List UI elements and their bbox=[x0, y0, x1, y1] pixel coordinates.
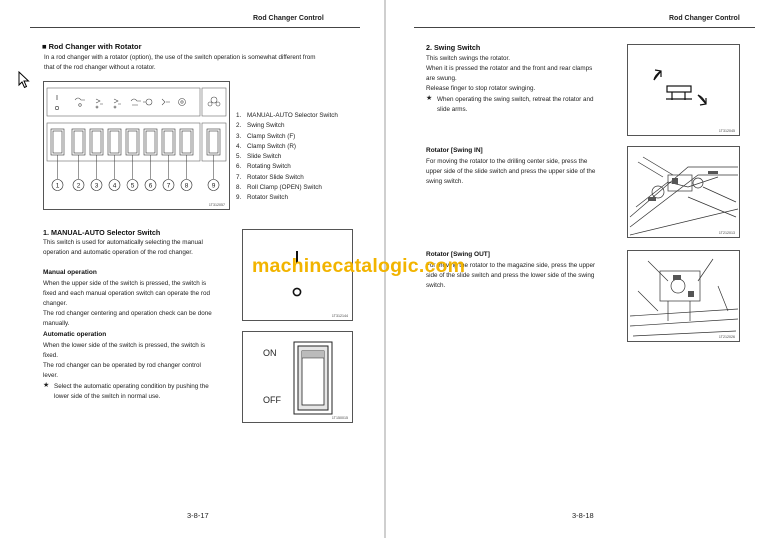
rotator-swing-in-drawing bbox=[628, 147, 739, 237]
swing-in-title: Rotator [Swing IN] bbox=[426, 147, 483, 154]
callout-3: 3 bbox=[94, 182, 99, 190]
list-item: 8. Roll Clamp (OPEN) Switch bbox=[236, 184, 322, 192]
swing-out-title: Rotator [Swing OUT] bbox=[426, 251, 490, 258]
callout-6: 6 bbox=[148, 182, 153, 190]
manual-body-line-3: changer. bbox=[43, 300, 68, 307]
list-item: 5. Slide Switch bbox=[236, 153, 282, 161]
swing-out-line-3: switch. bbox=[426, 282, 446, 289]
callout-7: 7 bbox=[166, 182, 171, 190]
right-note-line-2: slide arms. bbox=[437, 106, 468, 113]
swing-in-figure-code: 1T212013 bbox=[718, 231, 735, 235]
rocker-switch-icon bbox=[293, 341, 333, 415]
manual-operation-title: Manual operation bbox=[43, 269, 97, 276]
right-header-rule bbox=[414, 27, 755, 28]
rocker-switch-figure bbox=[242, 331, 353, 423]
section-1-title: 1. MANUAL-AUTO Selector Switch bbox=[43, 228, 161, 237]
section-2-body-line-2: When it is pressed the rotator and the front and rear clamps bbox=[426, 65, 593, 72]
swing-in-line-1: For moving the rotator to the drilling center side, press the bbox=[426, 158, 588, 165]
list-item: 1. MANUAL-AUTO Selector Switch bbox=[236, 112, 338, 119]
section-2-title: 2. Swing Switch bbox=[426, 43, 481, 52]
list-item: 3. Clamp Switch (F) bbox=[236, 132, 296, 140]
swing-arrows-icon bbox=[628, 45, 739, 135]
panel-figure-code: 1T312057 bbox=[208, 203, 225, 207]
auto-body-line-1: When the lower side of the switch is pressed, the switch is bbox=[43, 342, 206, 349]
watermark-text: machinecatalogic.com bbox=[252, 255, 466, 277]
manual-body-line-5: manually. bbox=[43, 320, 70, 327]
switch-list bbox=[236, 111, 338, 204]
section-2-body-line-3: are swung. bbox=[426, 75, 457, 82]
section-2-body-line-1: This switch swings the rotator. bbox=[426, 55, 510, 62]
swing-out-line-2: side of the slide switch and press the lower side of the swing bbox=[426, 272, 595, 279]
section-title-rod-changer: ■ Rod Changer with Rotator bbox=[42, 42, 142, 51]
list-item: 2. Swing Switch bbox=[236, 122, 285, 130]
automatic-operation-title: Automatic operation bbox=[43, 331, 107, 338]
left-header-rule bbox=[30, 27, 360, 28]
intro-line-2: that of the rod changer without a rotator. bbox=[44, 64, 156, 71]
switch-panel-figure bbox=[43, 81, 230, 210]
symbol-figure-code: 1T312144 bbox=[331, 314, 348, 318]
right-page-header: Rod Changer Control bbox=[669, 15, 740, 22]
note-star-icon: ★ bbox=[43, 382, 50, 389]
swing-in-line-2: upper side of the slide switch and press the upper side of the bbox=[426, 168, 596, 175]
list-item: 4. Clamp Switch (R) bbox=[236, 142, 296, 150]
note-star-icon: ★ bbox=[426, 95, 433, 102]
callout-9: 9 bbox=[211, 182, 216, 190]
callout-8: 8 bbox=[184, 182, 189, 190]
auto-body-line-4: lever. bbox=[43, 372, 59, 379]
left-page-number: 3-8-17 bbox=[187, 511, 209, 520]
callout-4: 4 bbox=[112, 182, 117, 190]
swing-out-line-1: For moving the rotator to the magazine side, press the upper bbox=[426, 262, 596, 269]
swing-figure-code: 1T312045 bbox=[718, 129, 735, 133]
manual-body-line-1: When the upper side of the switch is pressed, the switch is bbox=[43, 280, 207, 287]
list-item: 7. Rotator Slide Switch bbox=[236, 173, 304, 181]
callout-5: 5 bbox=[130, 182, 135, 190]
rotator-swing-out-drawing bbox=[628, 251, 739, 341]
right-page-number: 3-8-18 bbox=[572, 511, 594, 520]
auto-body-line-3: The rod changer can be operated by rod changer control bbox=[43, 362, 201, 369]
callout-1: 1 bbox=[55, 182, 60, 190]
note-line-1: Select the automatic operating condition by pushing the bbox=[54, 383, 209, 390]
swing-in-photo bbox=[627, 146, 740, 238]
rocker-figure-code: 1T150015 bbox=[331, 416, 348, 420]
swing-out-photo bbox=[627, 250, 740, 342]
swing-in-line-3: swing switch. bbox=[426, 178, 464, 185]
rocker-off-label: OFF bbox=[263, 395, 281, 405]
manual-body-line-2: fixed and each manual operation switch can operate the rod bbox=[43, 290, 210, 297]
mouse-cursor-icon bbox=[18, 71, 30, 89]
section-1-body-line-2: operation and automatic operation of the rod changer. bbox=[43, 249, 193, 256]
list-item: 9. Rotator Switch bbox=[236, 194, 288, 202]
manual-body-line-4: The rod changer centering and operation check can be done bbox=[43, 310, 212, 317]
list-item: 6. Rotating Switch bbox=[236, 163, 291, 171]
section-2-body-line-4: Release finger to stop rotator swinging. bbox=[426, 85, 536, 92]
swing-symbol-figure bbox=[627, 44, 740, 136]
switch-panel-drawing bbox=[44, 82, 229, 209]
right-note-line-1: When operating the swing switch, retreat the rotator and bbox=[437, 96, 594, 103]
callout-2: 2 bbox=[76, 182, 81, 190]
section-1-body-line-1: This switch is used for automatically selecting the manual bbox=[43, 239, 203, 246]
left-page-header: Rod Changer Control bbox=[253, 15, 324, 22]
swing-out-figure-code: 1T212026 bbox=[718, 335, 735, 339]
note-line-2: lower side of the switch in normal use. bbox=[54, 393, 161, 400]
auto-body-line-2: fixed. bbox=[43, 352, 59, 359]
rocker-on-label: ON bbox=[263, 348, 277, 358]
intro-line-1: In a rod changer with a rotator (option), the use of the switch operation is somewhat different from bbox=[44, 54, 316, 61]
